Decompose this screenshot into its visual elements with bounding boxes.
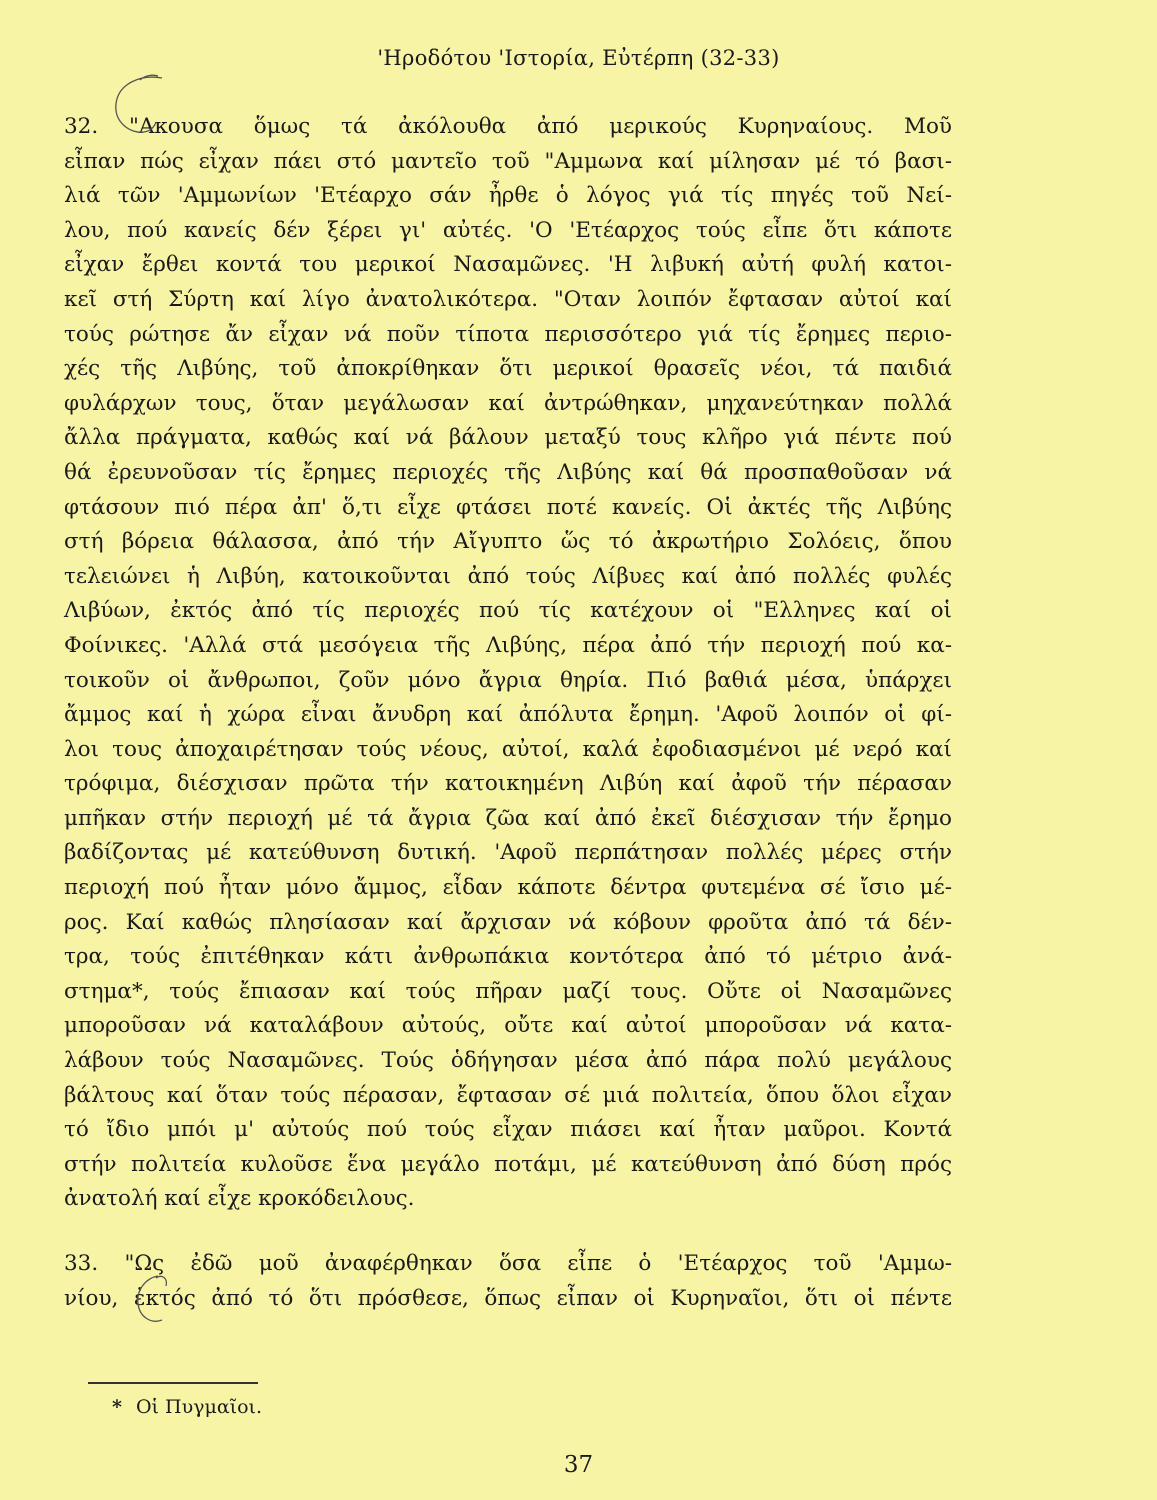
text-line: στημα*, τούς ἔπιασαν καί τούς πῆραν μαζί τους. Οὔτε οἱ Νασαμῶνες xyxy=(64,978,952,1004)
footnote-marker: * xyxy=(112,1396,122,1418)
section-gap xyxy=(64,1217,952,1247)
text-line: μποροῦσαν νά καταλάβουν αὐτούς, οὔτε καί αὐτοί μποροῦσαν νά κατα- xyxy=(64,1013,952,1039)
text-line: χές τῆς Λιβύης, τοῦ ἀποκρίθηκαν ὅτι μερικοί θρασεῖς νέοι, τά παιδιά xyxy=(64,356,952,382)
text-line xyxy=(64,1247,952,1282)
text-line: θά ἐρευνοῦσαν τίς ἔρημες περιοχές τῆς Λιβύης καί θά προσπαθοῦσαν νά xyxy=(64,459,952,485)
text-line: ἄμμος καί ἡ χώρα εἶναι ἄνυδρη καί ἀπόλυτα ἔρημη. 'Αφοῦ λοιπόν οἱ φί- xyxy=(64,702,952,728)
section-33 xyxy=(64,1247,952,1316)
text-line: λοι τους ἀποχαιρέτησαν τούς νέους, αὐτοί, καλά ἐφοδιασμένοι μέ νερό καί xyxy=(64,736,952,762)
text-line: στή βόρεια θάλασσα, ἀπό τήν Αἴγυπτο ὥς τό ἀκρωτήριο Σολόεις, ὅπου xyxy=(64,529,952,555)
text-line: κεῖ στή Σύρτη καί λίγο ἀνατολικότερα. "Οταν λοιπόν ἔφτασαν αὐτοί καί xyxy=(64,286,952,312)
text-line: στήν πολιτεία κυλοῦσε ἕνα μεγάλο ποτάμι, μέ κατεύθυνση ἀπό δύση πρός xyxy=(64,1151,952,1177)
text-line: περιοχή πού ἦταν μόνο ἄμμος, εἶδαν κάποτε δέντρα φυτεμένα σέ ἴσιο μέ- xyxy=(64,875,952,901)
text-line: τρόφιμα, διέσχισαν πρῶτα τήν κατοικημένη Λιβύη καί ἀφοῦ τήν πέρασαν xyxy=(64,771,952,797)
text-line: ρος. Καί καθώς πλησίασαν καί ἄρχισαν νά κόβουν φροῦτα ἀπό τά δέν- xyxy=(64,909,952,935)
footnote-rule xyxy=(88,1382,258,1384)
text-line: βαδίζοντας μέ κατεύθυνση δυτική. 'Αφοῦ περπάτησαν πολλές μέρες στήν xyxy=(64,840,952,866)
text-line: μπῆκαν στήν περιοχή μέ τά ἄγρια ζῶα καί ἀπό ἐκεῖ διέσχισαν τήν ἔρημο xyxy=(64,805,952,831)
text-line: νίου, ἐκτός ἀπό τό ὅτι πρόσθεσε, ὅπως εἶπαν οἱ Κυρηναῖοι, ὅτι οἱ πέντε xyxy=(64,1285,952,1311)
footnote xyxy=(112,1396,262,1418)
text-line: τρα, τούς ἐπιτέθηκαν κάτι ἀνθρωπάκια κοντότερα ἀπό τό μέτριο ἀνά- xyxy=(64,944,952,970)
text-line xyxy=(64,110,952,145)
text-line: λου, πού κανείς δέν ξέρει γι' αὐτές. 'Ο 'Ετέαρχος τούς εἶπε ὅτι κάποτε xyxy=(64,217,952,243)
text-line: ἄλλα πράγματα, καθώς καί νά βάλουν μεταξύ τους κλῆρο γιά πέντε πού xyxy=(64,425,952,451)
text-line: τελειώνει ἡ Λιβύη, κατοικοῦνται ἀπό τούς Λίβυες καί ἀπό πολλές φυλές xyxy=(64,563,952,589)
line-text: "Ακουσα ὅμως τά ἀκόλουθα ἀπό μερικούς Κυρηναίους. Μοῦ xyxy=(128,114,952,139)
text-line: ἀνατολή καί εἶχε κροκόδειλους. xyxy=(64,1186,415,1212)
text-line: βάλτους καί ὅταν τούς πέρασαν, ἔφτασαν σέ μιά πολιτεία, ὅπου ὅλοι εἶχαν xyxy=(64,1082,952,1108)
text-line: φυλάρχων τους, ὅταν μεγάλωσαν καί ἀντρώθηκαν, μηχανεύτηκαν πολλά xyxy=(64,390,952,416)
page-number: 37 xyxy=(563,1452,594,1478)
section-number: 33. xyxy=(64,1251,99,1276)
section-number: 32. xyxy=(64,114,99,139)
text-line: εἶχαν ἔρθει κοντά του μερικοί Νασαμῶνες. 'Η λιβυκή αὐτή φυλή κατοι- xyxy=(64,252,952,278)
text-line: Φοίνικες. 'Αλλά στά μεσόγεια τῆς Λιβύης, πέρα ἀπό τήν περιοχή πού κα- xyxy=(64,632,952,658)
text-line: τό ἴδιο μπόι μ' αὐτούς πού τούς εἶχαν πιάσει καί ἦταν μαῦροι. Κοντά xyxy=(64,1117,952,1143)
text-line: τούς ρώτησε ἄν εἶχαν νά ποῦν τίποτα περισσότερο γιά τίς ἔρημες περιο- xyxy=(64,321,952,347)
running-head: 'Ηροδότου 'Ιστορία, Εὐτέρπη (32-33) xyxy=(377,46,780,70)
line-text: "Ως ἐδῶ μοῦ ἀναφέρθηκαν ὅσα εἶπε ὁ 'Ετέαρχος τοῦ 'Αμμω- xyxy=(124,1251,952,1276)
footnote-text: Οἱ Πυγμαῖοι. xyxy=(135,1396,263,1418)
text-line: λιά τῶν 'Αμμωνίων 'Ετέαρχο σάν ἦρθε ὁ λόγος γιά τίς πηγές τοῦ Νεί- xyxy=(64,183,952,209)
text-line: εἶπαν πώς εἶχαν πάει στό μαντεῖο τοῦ "Αμμωνα καί μίλησαν μέ τό βασι- xyxy=(64,148,952,174)
text-line: φτάσουν πιό πέρα ἀπ' ὅ,τι εἶχε φτάσει ποτέ κανείς. Οἱ ἀκτές τῆς Λιβύης xyxy=(64,494,952,520)
text-line: λάβουν τούς Νασαμῶνες. Τούς ὁδήγησαν μέσα ἀπό πάρα πολύ μεγάλους xyxy=(64,1048,952,1074)
section-32 xyxy=(64,110,952,1217)
body-text xyxy=(64,110,952,1316)
text-line: Λιβύων, ἐκτός ἀπό τίς περιοχές πού τίς κατέχουν οἱ "Ελληνες καί οἱ xyxy=(64,598,952,624)
text-line: τοικοῦν οἱ ἄνθρωποι, ζοῦν μόνο ἄγρια θηρία. Πιό βαθιά μέσα, ὑπάρχει xyxy=(64,667,952,693)
